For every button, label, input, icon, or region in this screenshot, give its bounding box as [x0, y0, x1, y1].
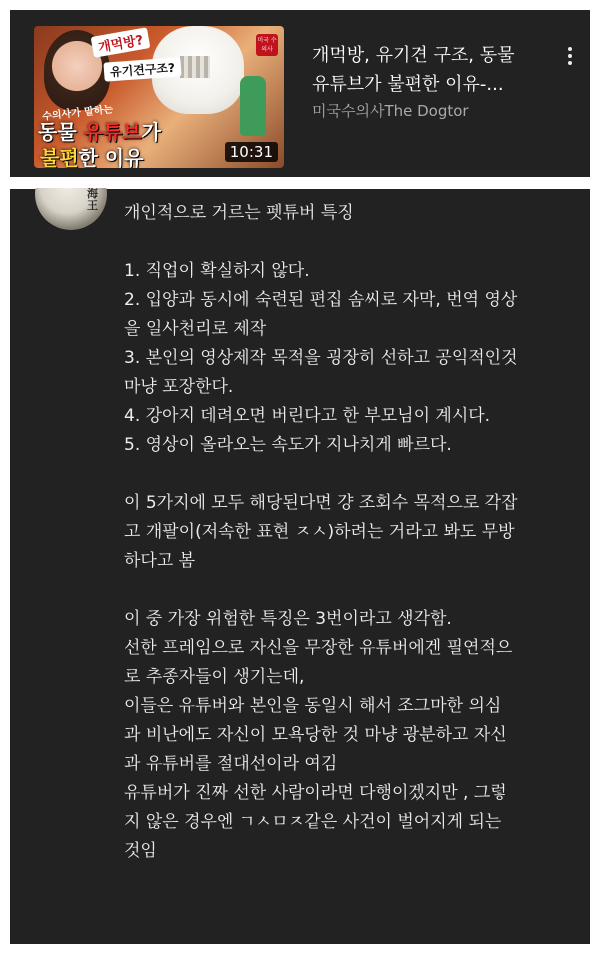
thumbnail-headline-line1 — [38, 116, 161, 145]
thumbnail-second-caption: 유기견구조? — [103, 57, 181, 81]
channel-name[interactable]: 미국수의사The Dogtor — [312, 102, 469, 120]
comment-line: 로 추종자들이 생기는데, — [124, 667, 305, 687]
comment-blank-line — [124, 576, 584, 605]
comment-line: 개인적으로 거르는 펫튜버 특징 — [124, 203, 354, 223]
video-title-line: 개먹방, 유기견 구조, 동물 — [312, 45, 515, 66]
comment-line: 과 유튜버를 절대선이라 여김 — [124, 754, 338, 774]
comment-line: 지 않은 경우엔 ㄱㅅㅁㅈ같은 사건이 벌어지게 되는 — [124, 812, 502, 832]
comment-card — [10, 189, 590, 944]
comment-line: 것임 — [124, 841, 157, 861]
thumbnail-subtitle: 수의사가 말하는 — [41, 104, 114, 123]
thumbnail-top-caption: 개먹방? — [91, 27, 151, 58]
comment-blank-line — [124, 460, 584, 489]
video-result-card[interactable] — [10, 10, 590, 177]
comment-line: 2. 입양과 동시에 숙련된 편집 솜씨로 자막, 번역 영상 — [124, 290, 518, 310]
avatar[interactable] — [35, 188, 107, 230]
comment-line: 하다고 봄 — [124, 551, 196, 571]
thumbnail-bottle-image — [240, 76, 266, 136]
video-thumbnail[interactable] — [34, 26, 284, 168]
comment-line: 5. 영상이 올라오는 속도가 지나치게 빠르다. — [124, 435, 452, 455]
comment-line: 이 중 가장 위험한 특징은 3번이라고 생각함. — [124, 609, 452, 629]
comment-text — [124, 199, 584, 866]
avatar-mark: 海王 — [87, 188, 98, 212]
thumbnail-blur-mosaic — [180, 56, 210, 78]
video-duration-badge: 10:31 — [225, 142, 278, 162]
video-title-line: 유튜브가 불편한 이유-... — [312, 74, 504, 95]
comment-blank-line — [124, 228, 584, 257]
comment-line: 고 개팔이(저속한 표현 ㅈㅅ)하려는 거라고 봐도 무방 — [124, 522, 515, 542]
comment-line: 과 비난에도 자신이 모욕당한 것 마냥 광분하고 자신 — [124, 725, 507, 745]
comment-line: 이들은 유튜버와 본인을 동일시 해서 조그마한 의심 — [124, 696, 502, 716]
headline-highlight: 유튜브 — [83, 120, 142, 144]
headline-part: 동물 — [38, 120, 84, 144]
comment-line: 이 5가지에 모두 해당된다면 걍 조회수 목적으로 각잡 — [124, 493, 518, 513]
comment-line: 1. 직업이 확실하지 않다. — [124, 261, 310, 281]
comment-line: 3. 본인의 영상제작 목적을 굉장히 선하고 공익적인것 — [124, 348, 518, 368]
headline-highlight: 불편 — [40, 146, 79, 168]
video-title[interactable] — [312, 41, 544, 99]
comment-line: 선한 프레임으로 자신을 무장한 유튜버에겐 필연적으 — [124, 638, 513, 658]
comment-line: 유튜버가 진짜 선한 사람이라면 다행이겠지만 , 그렇 — [124, 783, 507, 803]
thumbnail-headline-line2 — [40, 142, 144, 168]
thumbnail-badge: 미국 수의사 — [256, 34, 278, 56]
comment-line: 마냥 포장한다. — [124, 377, 234, 397]
comment-line: 4. 강아지 데려오면 버린다고 한 부모님이 계시다. — [124, 406, 491, 426]
comment-line: 을 일사천리로 제작 — [124, 319, 267, 339]
headline-part: 한 이유 — [78, 146, 144, 168]
more-vert-icon[interactable] — [562, 44, 578, 66]
headline-part: 가 — [141, 120, 161, 144]
